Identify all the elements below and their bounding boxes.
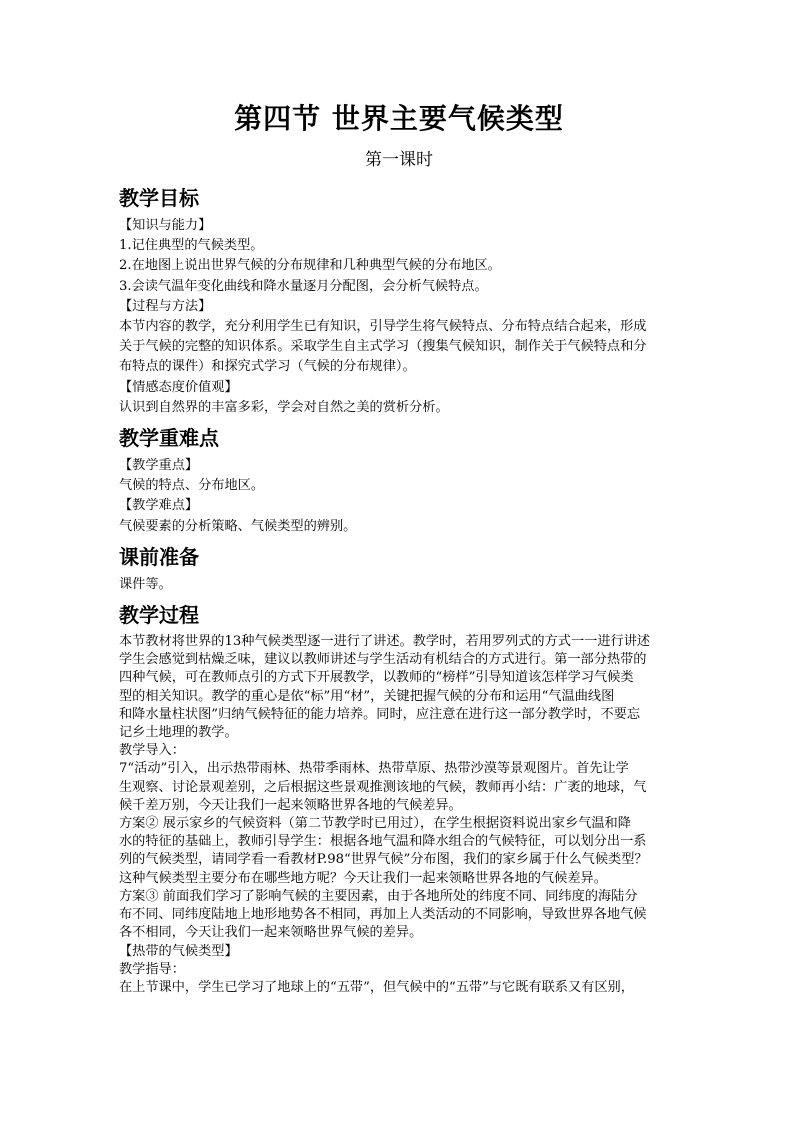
text-line: 生观察、讨论景观差别，之后根据这些景观推测该地的气候，教师再小结：广袤的地球，气	[119, 779, 647, 795]
text-line: 学生会感觉到枯燥乏味，建议以教师讲述与学生活动有机结合的方式进行。第一部分热带的	[119, 652, 647, 668]
text-line: 【教学重点】	[119, 458, 199, 474]
text-line: 教学指导：	[119, 961, 185, 977]
text-line: 1.记住典型的气候类型。	[119, 238, 264, 254]
text-line: 课件等。	[119, 576, 172, 592]
text-line: 本节教材将世界的13种气候类型逐一进行了讲述。教学时，若用罗列式的方式一一进行讲述	[119, 634, 651, 650]
text-line: 【过程与方法】	[119, 298, 212, 314]
text-line: 2.在地图上说出世界气候的分布规律和几种典型气候的分布地区。	[119, 258, 501, 274]
text-line: 【热带的气候类型】	[119, 943, 238, 959]
text-line: 布特点的课件）和探究式学习（气候的分布规律）。	[119, 359, 416, 375]
text-line: 认识到自然界的丰富多彩，学会对自然之美的赏析分析。	[119, 399, 449, 415]
section-heading-process: 教学过程	[119, 603, 199, 628]
text-line: 气候的特点、分布地区。	[119, 478, 265, 494]
text-line: 气候要素的分析策略、气候类型的辨别。	[119, 518, 357, 534]
text-line: 候千差万别，今天让我们一起来领略世界各地的气候差异。	[119, 797, 462, 813]
text-line: 【教学难点】	[119, 498, 199, 514]
text-line: 在上节课中，学生已学习了地球上的“五带”，但气候中的“五带”与它既有联系又有区别，	[119, 979, 634, 995]
text-line: 方案② 展示家乡的气候资料（第二节教学时已用过），在学生根据资料说出家乡气温和降	[119, 816, 631, 832]
document-page	[119, 100, 679, 997]
text-line: 【情感态度价值观】	[119, 379, 238, 395]
section-heading-preparation: 课前准备	[119, 544, 199, 569]
section-body-objectives	[119, 216, 679, 418]
text-line: 关于气候的完整的知识体系。采取学生自主式学习（搜集气候知识，制作关于气候特点和分	[119, 339, 647, 355]
text-line: 水的特征的基础上，教师引导学生：根据各地气温和降水组合的气候特征，可以划分出一系	[119, 834, 647, 850]
text-line: 布不同、同纬度陆地上地形地势各不相同，再加上人类活动的不同影响，导致世界各地气候	[119, 907, 647, 923]
text-line: 本节内容的教学，充分利用学生已有知识，引导学生将气候特点、分布特点结合起来，形成	[119, 319, 647, 335]
document-title: 第四节 世界主要气候类型	[234, 102, 564, 135]
section-heading-key-points: 教学重难点	[119, 426, 219, 451]
text-line: 3.会读气温年变化曲线和降水量逐月分配图，会分析气候特点。	[119, 278, 488, 294]
document-subtitle: 第一课时	[365, 150, 433, 170]
section-heading-objectives: 教学目标	[119, 186, 199, 210]
text-line: 各不相同，今天让我们一起来领略世界气候的差异。	[119, 925, 423, 941]
text-line: 列的气候类型，请同学看一看教材P.98“世界气候”分布图，我们的家乡属于什么气候类型？	[119, 852, 648, 868]
section-body-key-points	[119, 456, 679, 537]
section-body-process	[119, 633, 679, 997]
text-line: 和降水量柱状图”归纳气候特征的能力培养。同时，应注意在进行这一部分教学时，不要忘	[119, 706, 641, 722]
text-line: 7“活动”引入，出示热带雨林、热带季雨林、热带草原、热带沙漠等景观图片。首先让学	[119, 761, 629, 777]
section-body-preparation	[119, 575, 679, 595]
text-line: 方案③ 前面我们学习了影响气候的主要因素，由于各地所处的纬度不同、同纬度的海陆分	[119, 888, 638, 904]
text-line: 记乡土地理的教学。	[119, 725, 238, 741]
text-line: 教学导入：	[119, 743, 185, 759]
text-line: 【知识与能力】	[119, 218, 212, 233]
text-line: 型的相关知识。教学的重心是依“标”用“材”，关键把握气候的分布和运用“气温曲线图	[119, 688, 615, 704]
text-line: 这种气候类型主要分布在哪些地方呢？今天让我们一起来领略世界各地的气候差异。	[119, 870, 607, 886]
text-line: 四种气候，可在教师点引的方式下开展教学，以教师的“榜样”引导知道该怎样学习气候类	[119, 670, 634, 686]
